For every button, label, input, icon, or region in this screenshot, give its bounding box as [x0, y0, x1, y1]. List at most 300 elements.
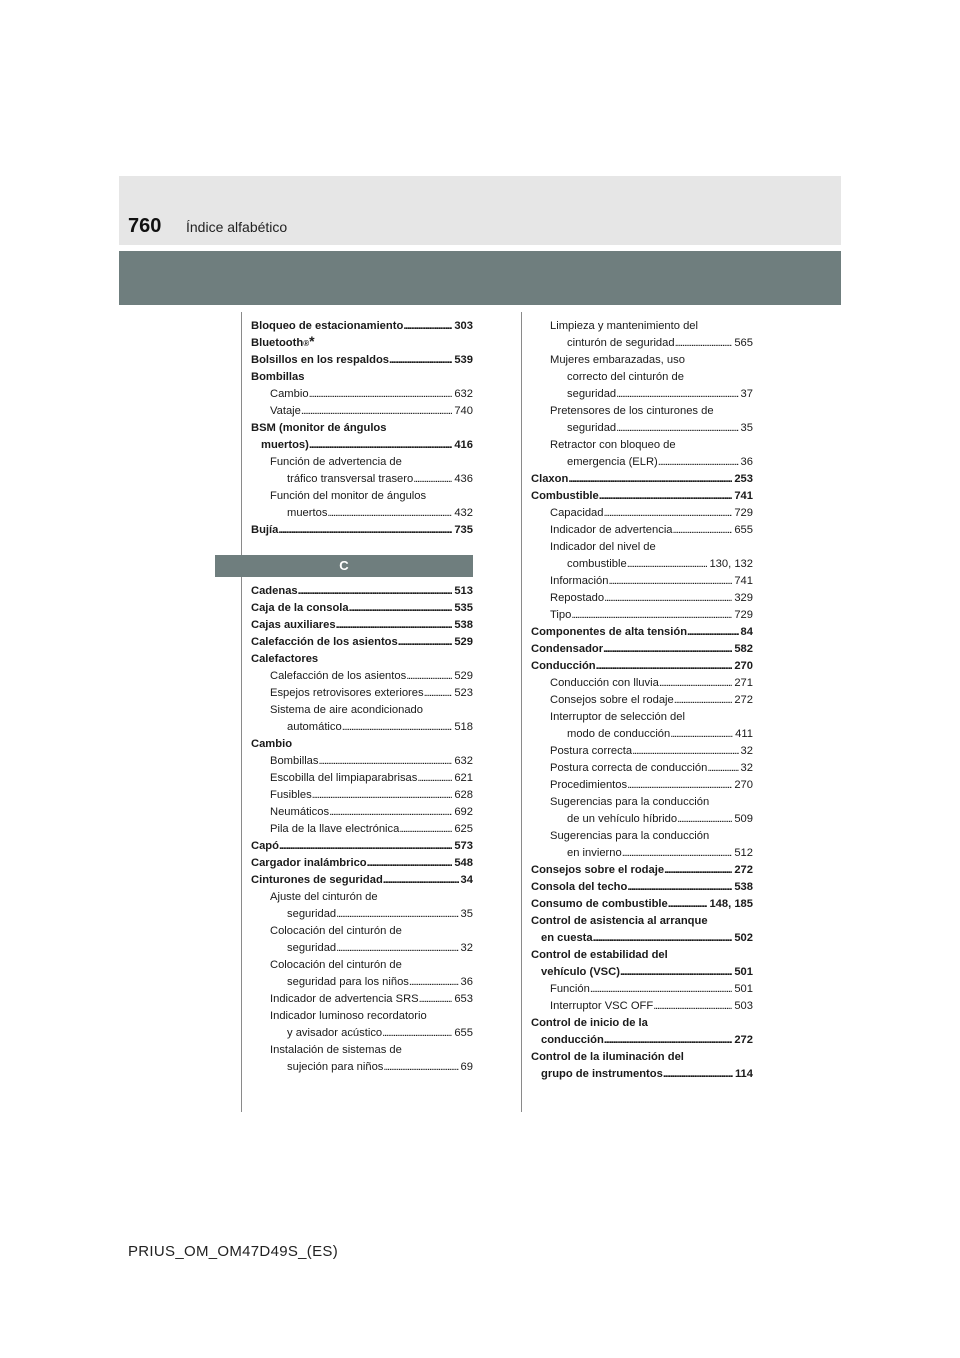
dot-leader	[622, 845, 733, 862]
index-entry-text: Control de estabilidad del	[531, 949, 668, 961]
index-entry	[531, 981, 753, 998]
index-entry-text: Cargador inalámbrico	[251, 857, 367, 869]
index-entry-text: Escobilla del limpiaparabrisas	[270, 772, 418, 784]
index-entry	[251, 386, 473, 403]
index-entry-text: Consumo de combustible	[531, 898, 668, 910]
dot-leader	[336, 617, 453, 634]
index-entry-text: Consejos sobre el rodaje	[550, 694, 674, 706]
index-entry-text: Ajuste del cinturón de	[270, 891, 378, 903]
index-entry-text: seguridad	[567, 388, 617, 400]
index-entry-page: 582	[734, 643, 753, 655]
dot-leader	[659, 675, 732, 692]
dot-leader	[424, 685, 453, 702]
index-entry-text: Postura correcta	[550, 745, 633, 757]
index-entry-page: 628	[454, 789, 473, 801]
index-entry	[531, 998, 753, 1015]
index-entry-text: correcto del cinturón de	[567, 371, 684, 383]
index-entry-text: Tipo	[550, 609, 572, 621]
index-entry-page: 253	[734, 473, 753, 485]
index-entry-text: Control de la iluminación del	[531, 1051, 684, 1063]
index-entry	[251, 872, 473, 889]
index-entry-page: 535	[454, 602, 473, 614]
index-entry	[251, 991, 473, 1008]
index-entry-text: seguridad para los niños	[287, 976, 409, 988]
index-entry-text: Calefacción de los asientos	[251, 636, 398, 648]
index-entry-text: Sugerencias para la conducción	[550, 830, 710, 842]
index-entry-text: Sistema de aire acondicionado	[270, 704, 423, 716]
index-entry-page: 501	[734, 983, 753, 995]
dot-leader	[663, 1066, 733, 1083]
index-entry-text: Colocación del cinturón de	[270, 959, 402, 971]
index-entry	[531, 403, 753, 420]
index-entry	[531, 896, 753, 913]
dot-leader	[604, 1032, 733, 1049]
index-entry-text: Espejos retrovisores exteriores	[270, 687, 424, 699]
index-entry-page: 538	[454, 619, 473, 631]
dot-leader	[664, 862, 732, 879]
index-entry	[251, 736, 473, 753]
index-entry-text: Consejos sobre el rodaje	[531, 864, 665, 876]
index-entry-page: 655	[734, 524, 753, 536]
index-entry-text: Indicador de advertencia SRS	[270, 993, 419, 1005]
index-entry	[531, 386, 753, 403]
dot-leader	[599, 488, 733, 505]
index-entry	[531, 1015, 753, 1032]
index-entry-text: Información	[550, 575, 609, 587]
index-entry	[251, 318, 473, 335]
index-entry-page: 270	[734, 660, 753, 672]
index-entry-text: emergencia (ELR)	[567, 456, 658, 468]
dot-leader	[590, 981, 733, 998]
index-entry-text: Vataje	[270, 405, 301, 417]
index-entry-page: 523	[454, 687, 473, 699]
index-entry-text: en invierno	[567, 847, 622, 859]
header-band	[119, 251, 841, 305]
index-entry	[531, 913, 753, 930]
index-entry-text: Bolsillos en los respaldos	[251, 354, 390, 366]
index-entry-page: 538	[734, 881, 753, 893]
dot-leader	[278, 522, 452, 539]
index-entry-text: Consola del techo	[531, 881, 628, 893]
index-entry	[531, 539, 753, 556]
dot-leader	[627, 879, 732, 896]
index-entry-page: 653	[454, 993, 473, 1005]
index-entry	[251, 1042, 473, 1059]
index-entry-page: 573	[454, 840, 473, 852]
index-entry	[531, 930, 753, 947]
dot-leader	[596, 658, 733, 675]
index-entry-text: Cambio	[270, 388, 309, 400]
index-entry	[251, 488, 473, 505]
index-entry-text: Bombillas	[251, 371, 305, 383]
index-entry-text: Colocación del cinturón de	[270, 925, 402, 937]
index-entry-page: 548	[454, 857, 473, 869]
index-entry-page: 729	[734, 609, 753, 621]
index-entry-text: Función del monitor de ángulos	[270, 490, 427, 502]
section-letter-band: C	[215, 555, 473, 577]
index-entry-text: Pretensores de los cinturones de	[550, 405, 714, 417]
index-entry	[251, 889, 473, 906]
index-entry-text: Cadenas	[251, 585, 298, 597]
index-entry	[531, 641, 753, 658]
index-entry-text: Cambio	[251, 738, 293, 750]
index-entry	[531, 454, 753, 471]
index-entry-text: Retractor con bloqueo de	[550, 439, 676, 451]
index-entry-text: Mujeres embarazadas, uso	[550, 354, 685, 366]
index-entry	[531, 709, 753, 726]
index-entry-page: 271	[734, 677, 753, 689]
index-entry-text: Indicador del nivel de	[550, 541, 656, 553]
index-entry-page: 632	[454, 755, 473, 767]
index-entry-page: 148, 185	[709, 898, 753, 910]
index-entry	[531, 964, 753, 981]
index-entry-text: Capó	[251, 840, 279, 852]
dot-leader	[398, 634, 453, 651]
index-entry-text: seguridad	[567, 422, 617, 434]
dot-leader	[383, 1059, 458, 1076]
index-entry-page: 69	[460, 1061, 473, 1073]
dot-leader	[568, 471, 732, 488]
index-entry	[531, 828, 753, 845]
index-entry-page: 655	[454, 1027, 473, 1039]
index-entry-page: 735	[454, 524, 473, 536]
index-entry	[531, 947, 753, 964]
index-entry-page: 512	[734, 847, 753, 859]
dot-leader	[571, 607, 732, 624]
dot-leader	[653, 998, 732, 1015]
index-entry	[251, 454, 473, 471]
page-number: 760	[128, 215, 162, 237]
index-entry-page: 692	[454, 806, 473, 818]
index-entry-text: Sugerencias para la conducción	[550, 796, 710, 808]
dot-leader	[327, 505, 452, 522]
index-entry-text: Control de asistencia al arranque	[531, 915, 708, 927]
dot-leader	[367, 855, 453, 872]
index-entry-page: 35	[460, 908, 473, 920]
index-entry-page: 37	[740, 388, 753, 400]
index-entry-text: Combustible	[531, 490, 599, 502]
index-entry-text: combustible	[567, 558, 627, 570]
dot-leader	[403, 318, 452, 335]
index-entry-text: Instalación de sistemas de	[270, 1044, 402, 1056]
index-entry-text: sujeción para niños	[287, 1061, 384, 1073]
index-entry-page: 502	[734, 932, 753, 944]
index-entry-text: Claxon	[531, 473, 569, 485]
index-entry-text: Bluetooth	[251, 337, 304, 349]
index-entry-page: 32	[460, 942, 473, 954]
index-entry	[251, 668, 473, 685]
index-entry-page: 272	[734, 1034, 753, 1046]
index-entry	[251, 403, 473, 420]
index-entry-text: muertos	[287, 507, 328, 519]
dot-leader	[336, 940, 458, 957]
index-entry-text: Indicador luminoso recordatorio	[270, 1010, 427, 1022]
index-entry	[531, 573, 753, 590]
dot-leader	[603, 641, 732, 658]
dot-leader	[342, 719, 453, 736]
dot-leader	[707, 760, 738, 777]
index-entry-page: 36	[740, 456, 753, 468]
index-entry-text: seguridad	[287, 908, 337, 920]
index-column-right	[531, 318, 753, 1083]
index-entry-text: Bujía	[251, 524, 279, 536]
index-entry-page: 411	[735, 728, 753, 740]
index-entry-text: Conducción	[531, 660, 596, 672]
dot-leader	[319, 753, 453, 770]
dot-leader	[673, 522, 733, 539]
index-entry	[531, 505, 753, 522]
index-entry-page: 565	[734, 337, 753, 349]
index-entry	[251, 1025, 473, 1042]
index-entry	[251, 940, 473, 957]
index-entry-text: Calefacción de los asientos	[270, 670, 407, 682]
dot-leader	[674, 692, 733, 709]
index-entry-page: 539	[454, 354, 473, 366]
dot-leader	[620, 964, 732, 981]
column-divider-left	[241, 312, 242, 1112]
index-entry-page: 272	[734, 694, 753, 706]
index-entry	[251, 855, 473, 872]
index-entry-text: Neumáticos	[270, 806, 330, 818]
dot-leader	[399, 821, 452, 838]
index-entry	[531, 760, 753, 777]
index-entry	[531, 1066, 753, 1083]
index-entry-text: de un vehículo híbrido	[567, 813, 678, 825]
index-entry-text: Capacidad	[550, 507, 604, 519]
index-entry-page: 36	[460, 976, 473, 988]
index-entry	[531, 624, 753, 641]
index-entry-text: Fusibles	[270, 789, 312, 801]
index-entry	[251, 522, 473, 539]
index-entry-text: Pila de la llave electrónica	[270, 823, 400, 835]
dot-leader	[417, 770, 452, 787]
dot-leader	[312, 787, 453, 804]
index-entry-page: 741	[734, 575, 753, 587]
index-entry-page: 501	[734, 966, 753, 978]
index-entry-page: 509	[734, 813, 753, 825]
index-entry	[251, 770, 473, 787]
index-entry-text: Postura correcta de conducción	[550, 762, 708, 774]
index-entry	[531, 811, 753, 828]
index-entry-text: Interruptor VSC OFF	[550, 1000, 654, 1012]
index-entry	[251, 923, 473, 940]
index-entry-text: Procedimientos	[550, 779, 628, 791]
index-entry	[251, 1008, 473, 1025]
dot-leader	[627, 777, 732, 794]
index-entry-text: Componentes de alta tensión	[531, 626, 688, 638]
index-entry-page: 741	[734, 490, 753, 502]
index-entry-text: Bloqueo de estacionamiento	[251, 320, 404, 332]
index-entry	[531, 794, 753, 811]
dot-leader	[309, 386, 453, 403]
dot-leader	[604, 505, 733, 522]
dot-leader	[389, 352, 452, 369]
index-entry	[531, 590, 753, 607]
dot-leader	[632, 743, 738, 760]
index-entry-text: Función	[550, 983, 590, 995]
index-entry-page: 625	[454, 823, 473, 835]
index-entry	[531, 369, 753, 386]
dot-leader	[668, 896, 708, 913]
dot-leader	[627, 556, 708, 573]
index-entry-page: 130, 132	[709, 558, 753, 570]
index-entry-text: Indicador de advertencia	[550, 524, 673, 536]
index-entry-text: modo de conducción	[567, 728, 671, 740]
index-entry-page: 529	[454, 670, 473, 682]
index-entry-text: y avisador acústico	[287, 1027, 383, 1039]
index-entry	[531, 352, 753, 369]
index-entry-text: Función de advertencia de	[270, 456, 402, 468]
index-entry	[251, 906, 473, 923]
index-entry	[251, 787, 473, 804]
index-entry	[251, 352, 473, 369]
index-entry	[251, 821, 473, 838]
dot-leader	[413, 471, 452, 488]
dot-leader	[298, 583, 453, 600]
index-entry-page: 32	[740, 745, 753, 757]
dot-leader	[419, 991, 453, 1008]
index-entry-text: conducción	[541, 1034, 604, 1046]
index-entry-page: 740	[454, 405, 473, 417]
index-entry-text: Bombillas	[270, 755, 319, 767]
index-entry	[251, 471, 473, 488]
index-entry	[531, 743, 753, 760]
index-entry	[251, 685, 473, 702]
dot-leader	[670, 726, 733, 743]
index-entry	[531, 726, 753, 743]
index-entry-text: Conducción con lluvia	[550, 677, 659, 689]
index-entry	[251, 957, 473, 974]
dot-leader	[687, 624, 739, 641]
dot-leader	[677, 811, 732, 828]
index-entry-text: tráfico transversal trasero	[287, 473, 414, 485]
index-entry	[531, 437, 753, 454]
index-entry-text: vehículo (VSC)	[541, 966, 620, 978]
index-entry-text: Control de inicio de la	[531, 1017, 648, 1029]
index-entry-page: 270	[734, 779, 753, 791]
index-entry	[251, 719, 473, 736]
index-entry-page: 503	[734, 1000, 753, 1012]
dot-leader	[279, 838, 452, 855]
index-entry	[251, 583, 473, 600]
index-entry-text: BSM (monitor de ángulos	[251, 422, 387, 434]
index-entry	[531, 658, 753, 675]
index-entry-text: Calefactores	[251, 653, 319, 665]
index-entry-text: Cajas auxiliares	[251, 619, 336, 631]
index-entry-text: Repostado	[550, 592, 605, 604]
index-entry	[531, 471, 753, 488]
index-entry	[531, 488, 753, 505]
index-entry-page: 632	[454, 388, 473, 400]
index-entry	[251, 600, 473, 617]
index-entry-text: Cinturones de seguridad	[251, 874, 383, 886]
index-entry-page: 32	[740, 762, 753, 774]
index-entry	[251, 651, 473, 668]
index-entry-page: 303	[454, 320, 473, 332]
index-entry-page: 416	[454, 439, 473, 451]
document-code: PRIUS_OM_OM47D49S_(ES)	[128, 1243, 339, 1260]
index-entry-page: 35	[740, 422, 753, 434]
index-entry	[251, 505, 473, 522]
index-entry-page: 529	[454, 636, 473, 648]
index-entry	[531, 318, 753, 335]
index-entry	[531, 607, 753, 624]
index-entry	[531, 335, 753, 352]
index-entry	[251, 838, 473, 855]
dot-leader	[409, 974, 459, 991]
index-entry	[251, 437, 473, 454]
index-entry	[251, 753, 473, 770]
index-entry-text: Interruptor de selección del	[550, 711, 685, 723]
dot-leader	[616, 420, 738, 437]
index-entry-page: 518	[454, 721, 473, 733]
index-entry	[251, 369, 473, 386]
index-entry	[531, 675, 753, 692]
index-entry	[251, 617, 473, 634]
index-entry-text: muertos)	[261, 439, 309, 451]
index-entry-page: 272	[734, 864, 753, 876]
section-title: Índice alfabético	[186, 219, 288, 235]
dot-leader	[406, 668, 452, 685]
index-entry-text: Caja de la consola	[251, 602, 349, 614]
index-entry	[531, 1049, 753, 1066]
index-entry-page: 436	[454, 473, 473, 485]
dot-leader	[658, 454, 739, 471]
index-column-left-top	[251, 318, 473, 539]
index-entry-page: 329	[734, 592, 753, 604]
index-entry-text: Condensador	[531, 643, 604, 655]
index-entry	[531, 845, 753, 862]
index-entry	[251, 974, 473, 991]
dot-leader	[349, 600, 453, 617]
index-entry-page: 513	[454, 585, 473, 597]
index-entry	[251, 634, 473, 651]
index-entry-page: 84	[740, 626, 753, 638]
index-entry	[531, 420, 753, 437]
index-entry	[251, 1059, 473, 1076]
index-entry-page: 34	[460, 874, 473, 886]
index-entry-text: en cuesta	[541, 932, 593, 944]
dot-leader	[616, 386, 738, 403]
dot-leader	[382, 1025, 452, 1042]
index-entry-text: cinturón de seguridad	[567, 337, 675, 349]
index-entry-page: 729	[734, 507, 753, 519]
dot-leader	[608, 573, 732, 590]
index-entry-text: automático	[287, 721, 342, 733]
dot-leader	[604, 590, 732, 607]
index-entry	[531, 862, 753, 879]
index-entry-page: 114	[734, 1068, 753, 1080]
index-entry	[531, 522, 753, 539]
index-entry-page: 432	[454, 507, 473, 519]
dot-leader	[675, 335, 733, 352]
index-entry-text: Limpieza y mantenimiento del	[550, 320, 698, 332]
dot-leader	[336, 906, 458, 923]
index-entry: Bluetooth ® *	[251, 335, 473, 352]
index-entry-page: 621	[454, 772, 473, 784]
index-entry	[531, 879, 753, 896]
index-entry-text: grupo de instrumentos	[541, 1068, 663, 1080]
index-column-left-bottom	[251, 583, 473, 1076]
column-divider-right	[521, 312, 522, 1112]
index-entry	[531, 1032, 753, 1049]
dot-leader	[301, 403, 452, 420]
index-entry	[531, 777, 753, 794]
dot-leader	[309, 437, 452, 454]
index-entry	[251, 420, 473, 437]
index-entry	[251, 804, 473, 821]
index-entry-text: seguridad	[287, 942, 337, 954]
